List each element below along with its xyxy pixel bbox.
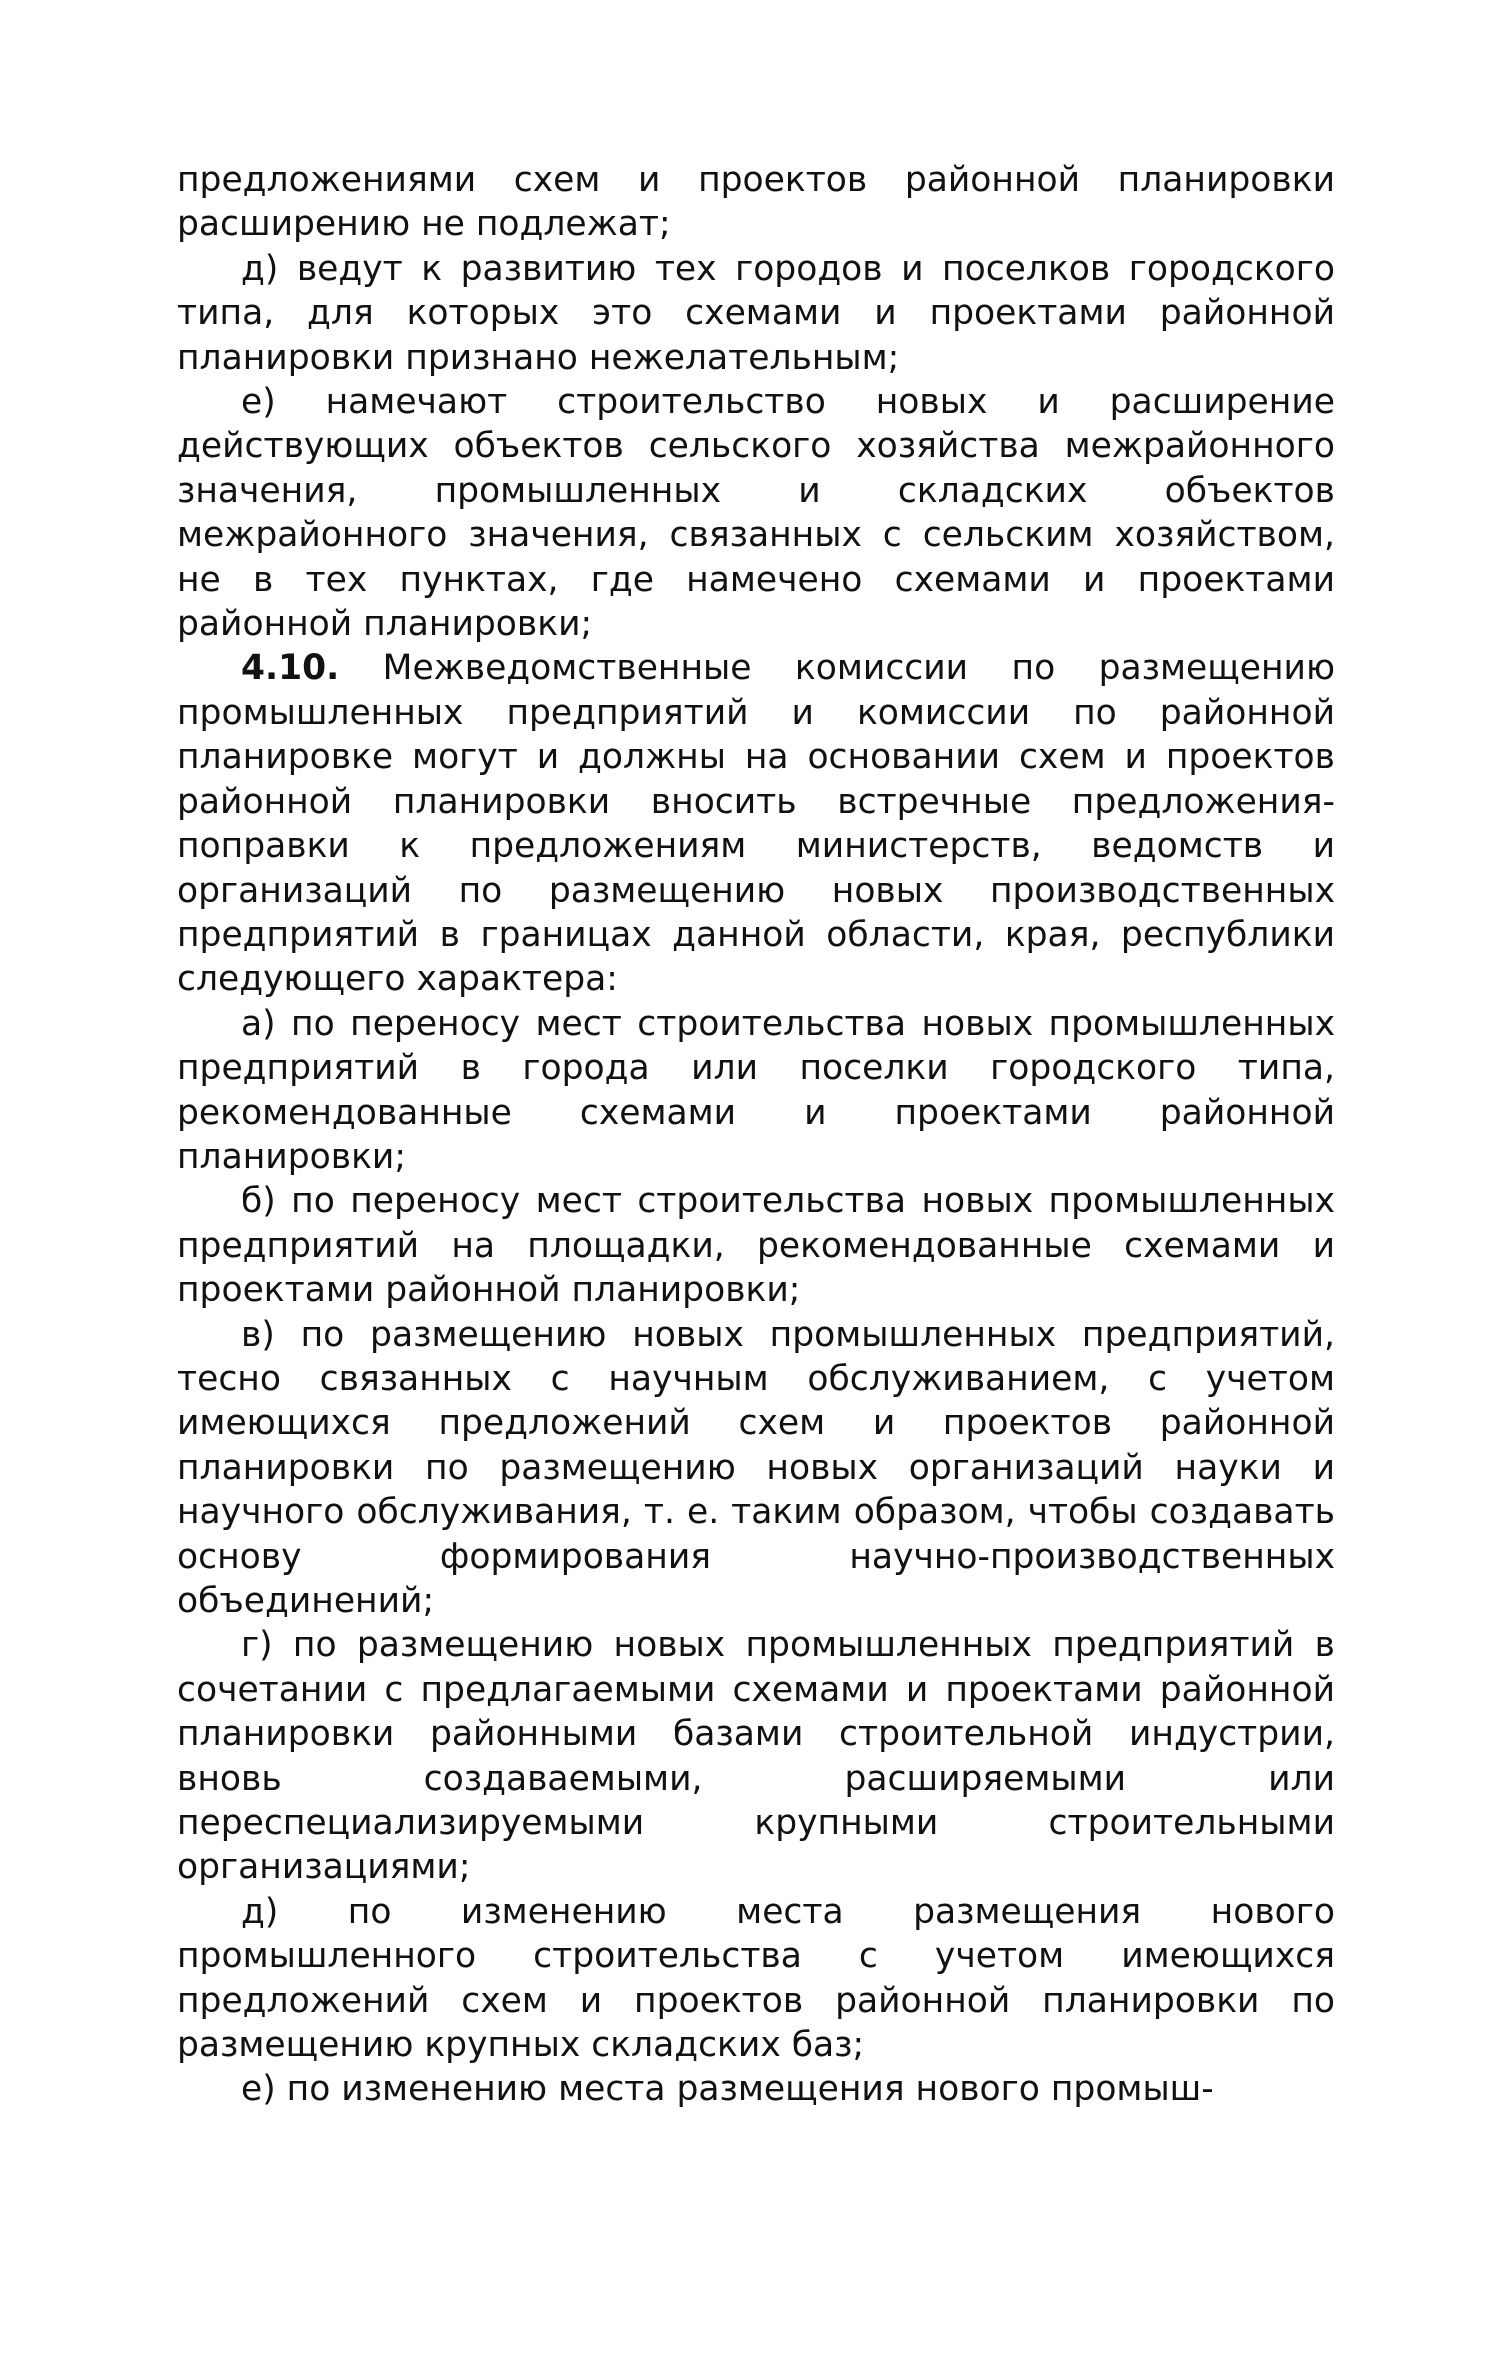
paragraph-continuation: предложениями схем и проектов районной планировки расширению не подлежат; [177,160,1335,245]
paragraph-item-v: в) по размещению новых промышленных предприятий, тесно связанных с научным обслуживанием, с учетом имеющихся предложений схем и проектов районной планировки по размещению новых организаций науки и научного обслуживания, т. е. таким образом, чтобы создавать основу формирования научно-производственных объединений; [177,1314,1335,1621]
section-number: 4.10. [241,648,340,689]
paragraph-item-b: б) по переносу мест строительства новых промышленных предприятий на площадки, рекомендованные схемами и проектами районной планировки; [177,1181,1335,1311]
paragraph-item-d: д) ведут к развитию тех городов и поселков городского типа, для которых это схемами и проектами районной планировки признано нежелательным; [177,248,1335,378]
paragraph-item-g: г) по размещению новых промышленных предприятий в сочетании с предлагаемыми схемами и проектами районной планировки районными базами строительной индустрии, вновь создаваемыми, расширяемыми или переспециализируемыми крупными строительными организациями; [177,1625,1335,1888]
paragraph-item-a: а) по переносу мест строительства новых промышленных предприятий в города или поселки городского типа, рекомендованные схемами и проектами районной планировки; [177,1003,1335,1177]
paragraph-section-4-10 [177,646,1335,1001]
body-text [177,158,1335,2112]
section-text: Межведомственные комиссии по размещению промышленных предприятий и комиссии по районной планировке могут и должны на основании схем и проектов районной планировки вносить встречные предложения-поправки к предложениям министерств, ведомств и организаций по размещению новых производственных предприятий в границах данной области, края, республики следующего характера: [177,648,1336,1000]
paragraph-item-e: е) намечают строительство новых и расширение действующих объектов сельского хозяйства межрайонного значения, промышленных и складских объектов межрайонного значения, связанных с сельским хозяйством, не в тех пунктах, где намечено схемами и проектами районной планировки; [177,382,1335,645]
paragraph-item-d2: д) по изменению места размещения нового промышленного строительства с учетом имеющихся предложений схем и проектов районной планировки по размещению крупных складских баз; [177,1891,1335,2066]
paragraph-item-e2: е) по изменению места размещения нового промыш- [241,2069,1214,2110]
